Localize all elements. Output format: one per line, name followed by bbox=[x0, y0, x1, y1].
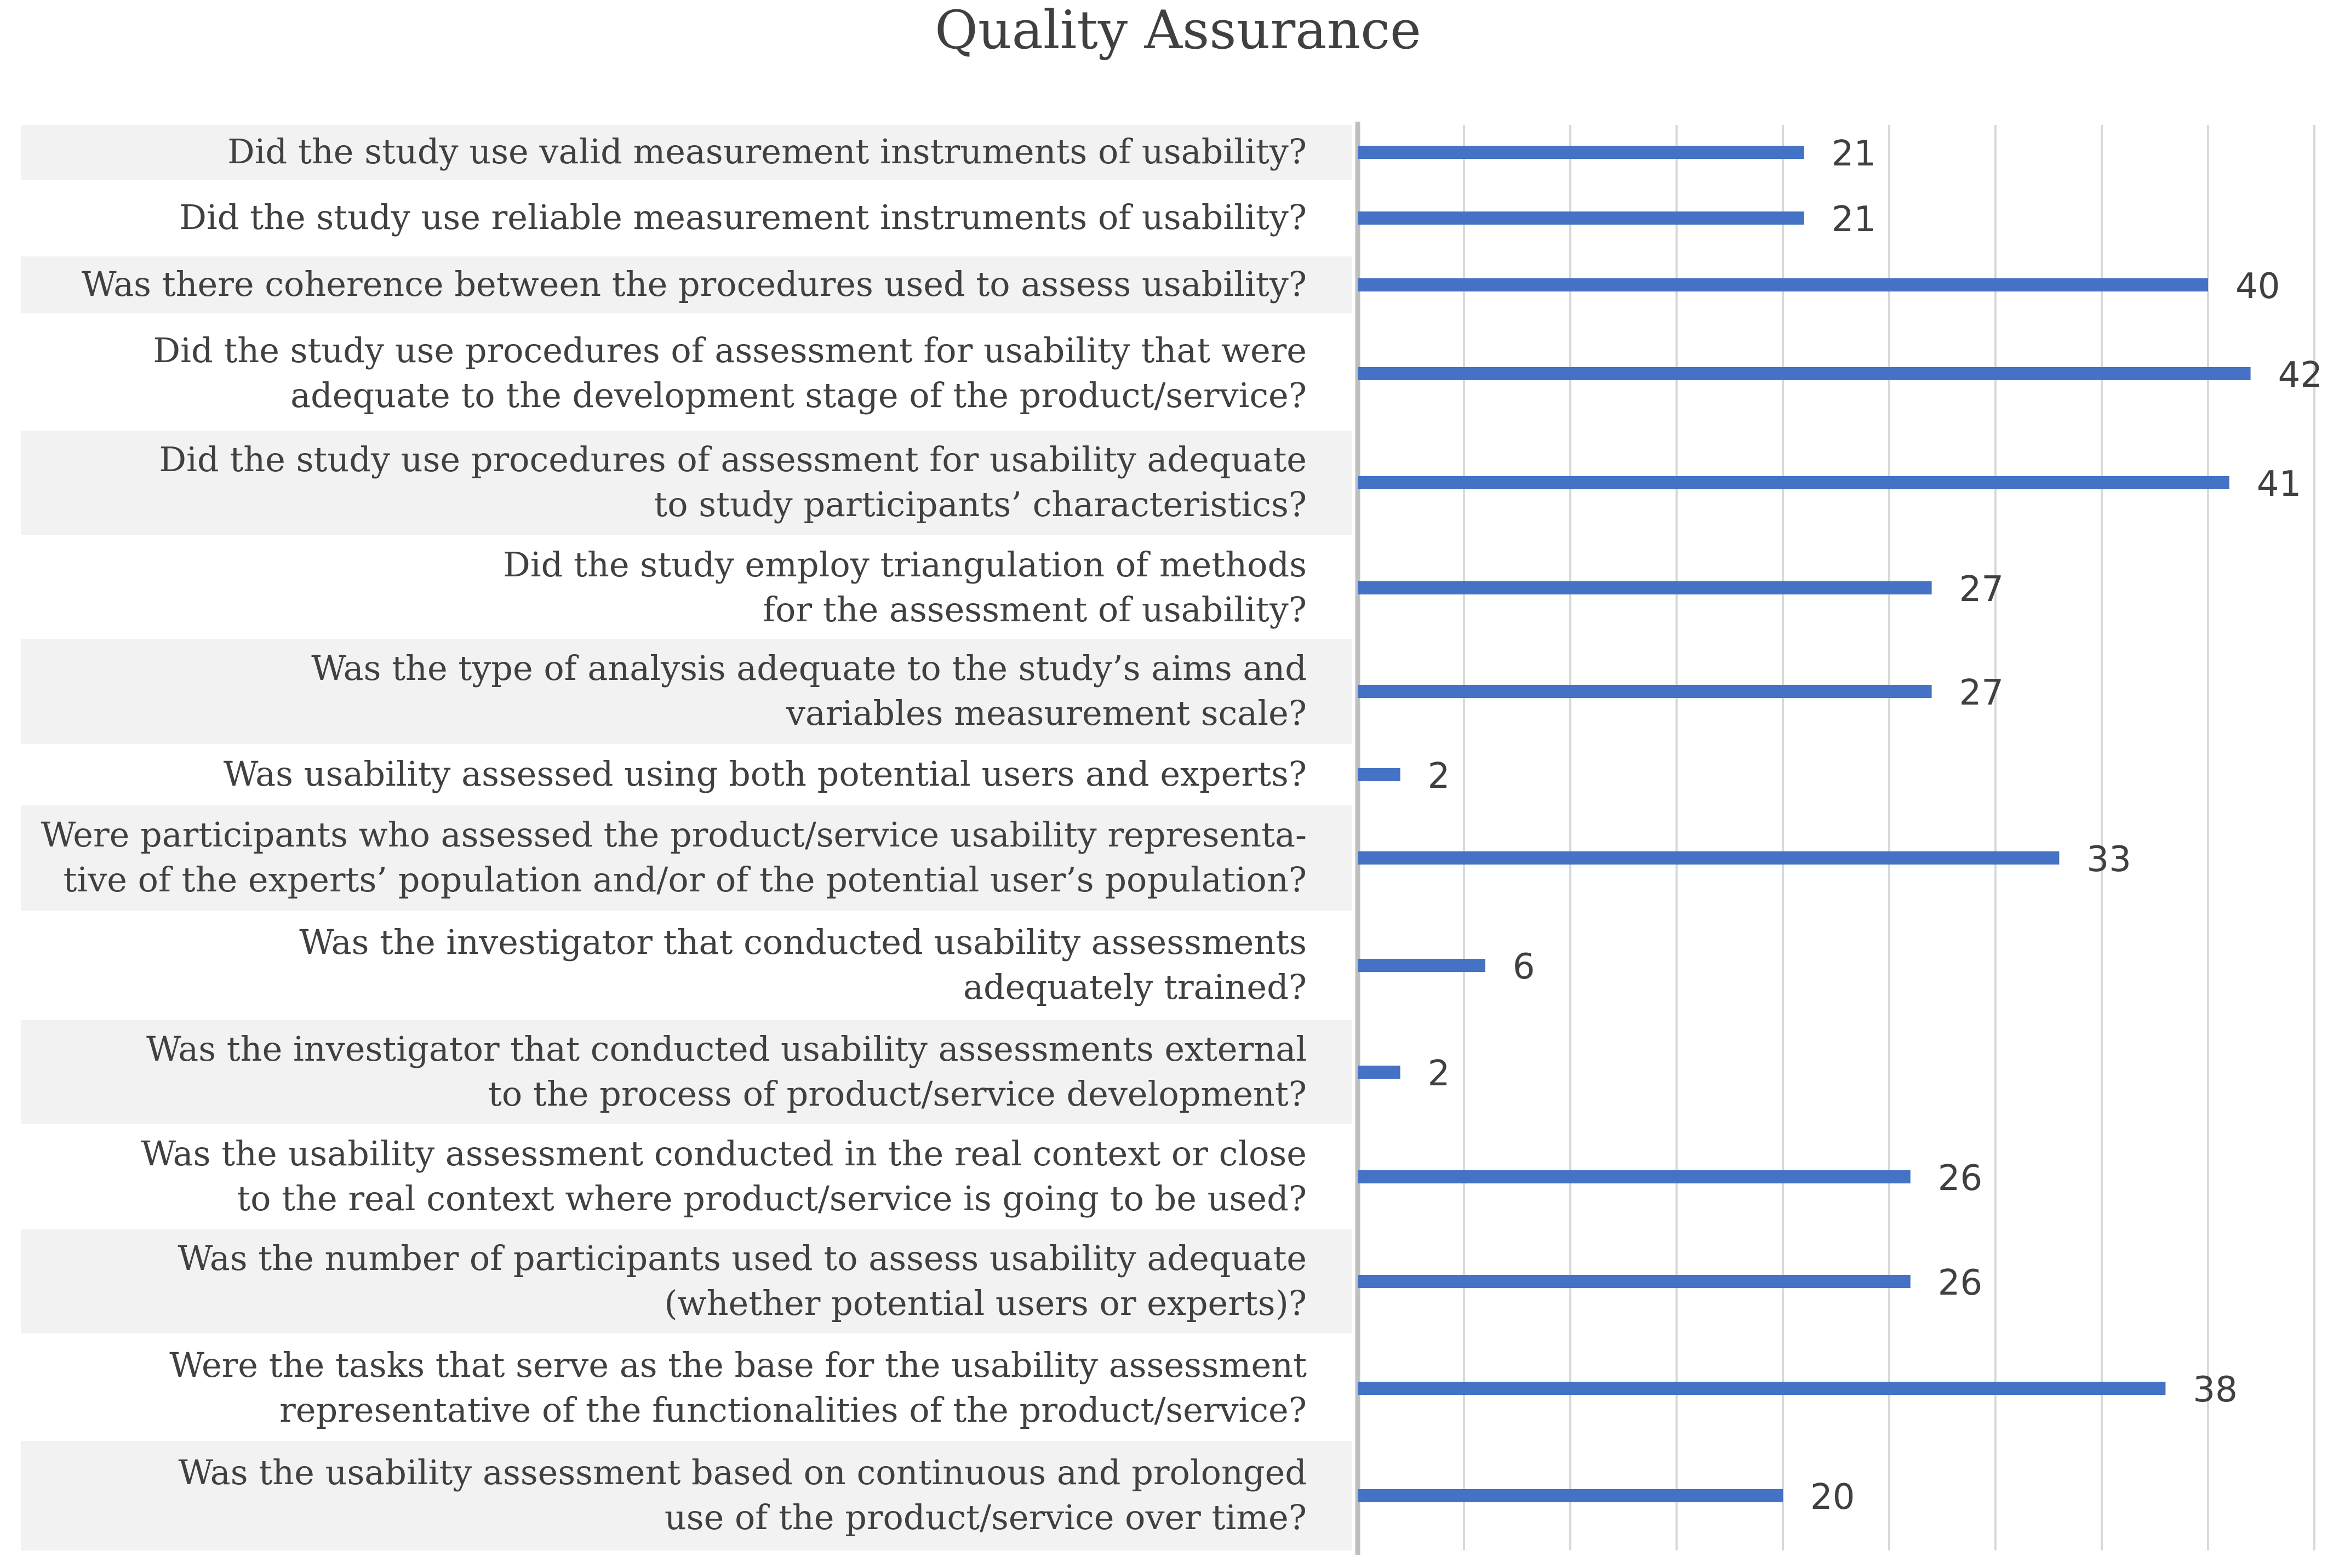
category-label-line: Was usability assessed using both potential users and experts? bbox=[223, 754, 1307, 794]
category-label bbox=[224, 754, 1307, 794]
category-label bbox=[299, 922, 1307, 1007]
value-label: 42 bbox=[2278, 355, 2323, 396]
category-label-line: to the process of product/service development? bbox=[488, 1074, 1307, 1114]
category-label-line: variables measurement scale? bbox=[786, 693, 1307, 733]
bar bbox=[1358, 685, 1932, 698]
bar bbox=[1358, 1066, 1400, 1079]
bar bbox=[1358, 581, 1932, 594]
value-label: 6 bbox=[1512, 947, 1535, 987]
category-label bbox=[82, 264, 1307, 304]
category-label-line: Were the tasks that serve as the base for the usability assessment bbox=[169, 1345, 1307, 1385]
bar bbox=[1358, 1275, 1911, 1288]
bar bbox=[1358, 367, 2251, 380]
bar bbox=[1358, 278, 2208, 291]
bar bbox=[1358, 768, 1400, 781]
bar bbox=[1358, 1489, 1783, 1502]
category-label bbox=[153, 330, 1307, 415]
category-label-line: Did the study employ triangulation of methods bbox=[503, 545, 1307, 585]
category-label bbox=[141, 1134, 1307, 1218]
value-label: 26 bbox=[1937, 1158, 1983, 1199]
value-labels bbox=[1428, 134, 2323, 1518]
bar bbox=[1358, 1382, 2165, 1395]
category-label-line: Was the investigator that conducted usability assessments external bbox=[146, 1029, 1307, 1069]
gridlines bbox=[1464, 125, 2314, 1550]
category-label-line: use of the product/service over time? bbox=[664, 1497, 1307, 1537]
category-label-line: adequate to the development stage of the product/service? bbox=[290, 375, 1307, 415]
category-label-line: (whether potential users or experts)? bbox=[664, 1283, 1307, 1323]
value-label: 41 bbox=[2256, 464, 2302, 505]
category-label bbox=[179, 197, 1307, 237]
category-label bbox=[227, 131, 1307, 171]
bar bbox=[1358, 851, 2059, 865]
value-label: 20 bbox=[1810, 1477, 1855, 1518]
category-label-line: Was the type of analysis adequate to the study’s aims and bbox=[311, 648, 1307, 688]
category-label-line: to study participants’ characteristics? bbox=[654, 484, 1307, 524]
value-label: 26 bbox=[1937, 1263, 1983, 1303]
category-label-line: adequately trained? bbox=[963, 967, 1307, 1007]
value-label: 2 bbox=[1427, 1054, 1450, 1094]
category-label bbox=[169, 1345, 1307, 1430]
category-label-line: representative of the functionalities of the product/service? bbox=[279, 1390, 1307, 1430]
category-label-line: for the assessment of usability? bbox=[763, 590, 1307, 630]
value-label: 27 bbox=[1959, 673, 2004, 713]
bar bbox=[1358, 476, 2229, 489]
category-label-line: Did the study use reliable measurement instruments of usability? bbox=[179, 197, 1307, 237]
category-label-line: Did the study use procedures of assessment for usability that were bbox=[153, 330, 1307, 370]
bar bbox=[1358, 959, 1485, 972]
category-label-line: to the real context where product/service is going to be used? bbox=[237, 1178, 1307, 1218]
category-label-line: Did the study use procedures of assessment for usability adequate bbox=[159, 439, 1307, 479]
category-label-line: Was the usability assessment conducted in the real context or close bbox=[141, 1134, 1307, 1174]
bar bbox=[1358, 146, 1804, 159]
category-label-line: Was the usability assessment based on continuous and prolonged bbox=[178, 1452, 1307, 1492]
category-label-line: Did the study use valid measurement instruments of usability? bbox=[227, 131, 1307, 171]
bar bbox=[1358, 1170, 1911, 1183]
value-label: 2 bbox=[1427, 756, 1450, 797]
category-label-line: Was there coherence between the procedures used to assess usability? bbox=[81, 264, 1307, 304]
bars bbox=[1358, 146, 2251, 1502]
value-label: 33 bbox=[2086, 839, 2131, 880]
value-label: 40 bbox=[2235, 266, 2280, 307]
category-label-line: Was the number of participants used to assess usability adequate bbox=[178, 1238, 1307, 1278]
value-label: 27 bbox=[1959, 569, 2004, 610]
category-label-line: tive of the experts’ population and/or of the potential user’s population? bbox=[63, 860, 1307, 900]
value-label: 21 bbox=[1831, 199, 1877, 240]
chart-title: Quality Assurance bbox=[935, 0, 1421, 61]
value-label: 21 bbox=[1831, 134, 1877, 174]
category-label-line: Were participants who assessed the product/service usability representa- bbox=[41, 815, 1307, 855]
category-label-line: Was the investigator that conducted usability assessments bbox=[299, 922, 1307, 962]
bar bbox=[1358, 211, 1804, 225]
category-label bbox=[503, 545, 1307, 630]
value-label: 38 bbox=[2193, 1370, 2238, 1410]
